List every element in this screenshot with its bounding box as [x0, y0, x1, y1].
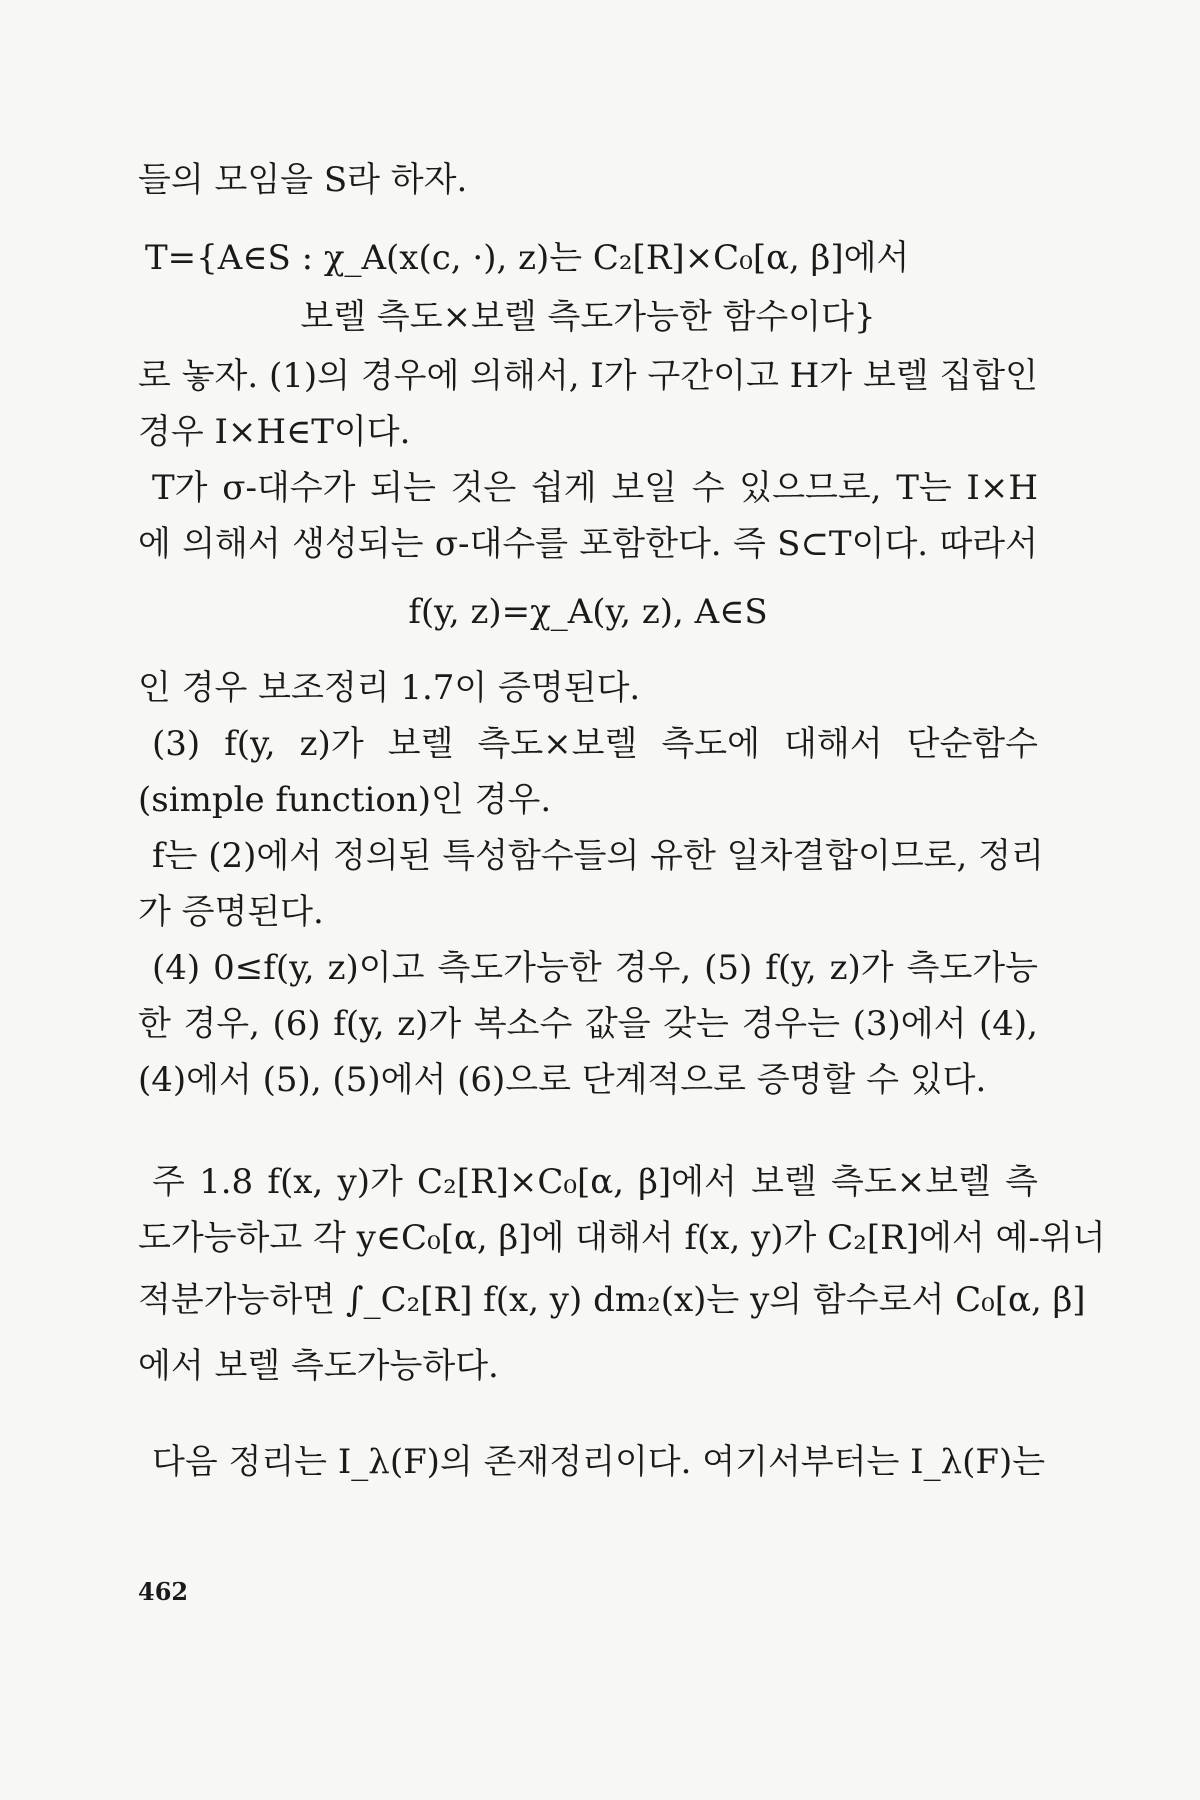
- text-line: 들의 모임을 S라 하자.: [138, 160, 468, 200]
- text-line: 로 놓자. (1)의 경우에 의해서, I가 구간이고 H가 보렐 집합인: [138, 356, 1038, 396]
- text-line: T가 σ-대수가 되는 것은 쉽게 보일 수 있으므로, T는 I×H: [152, 468, 1038, 508]
- text-line: 도가능하고 각 y∈C₀[α, β]에 대해서 f(x, y)가 C₂[R]에서 예-위너: [138, 1218, 1106, 1258]
- text-line: 에서 보렐 측도가능하다.: [138, 1346, 499, 1386]
- display-equation: f(y, z)=χ_A(y, z), A∈S: [408, 592, 768, 632]
- set-definition-continuation: 보렐 측도×보렐 측도가능한 함수이다}: [300, 297, 876, 337]
- text-line: 다음 정리는 I_λ(F)의 존재정리이다. 여기서부터는 I_λ(F)는: [152, 1442, 1046, 1482]
- integral-line: 적분가능하면 ∫_C₂[R] f(x, y) dm₂(x)는 y의 함수로서 C₀[α, β]: [138, 1280, 1086, 1320]
- text-line: (4)에서 (5), (5)에서 (6)으로 단계적으로 증명할 수 있다.: [138, 1060, 987, 1100]
- page-number: 462: [138, 1577, 189, 1606]
- set-definition-line: T={A∈S : χ_A(x(c, ·), z)는 C₂[R]×C₀[α, β]에서: [145, 238, 910, 278]
- text-line: 가 증명된다.: [138, 892, 324, 932]
- text-line: 경우 I×H∈T이다.: [138, 412, 411, 452]
- text-line: f는 (2)에서 정의된 특성함수들의 유한 일차결합이므로, 정리: [152, 836, 1044, 876]
- text-line: 한 경우, (6) f(y, z)가 복소수 값을 갖는 경우는 (3)에서 (4),: [138, 1004, 1038, 1044]
- text-line: (simple function)인 경우.: [138, 780, 552, 820]
- text-line: 인 경우 보조정리 1.7이 증명된다.: [138, 668, 641, 708]
- remark-line: 주 1.8 f(x, y)가 C₂[R]×C₀[α, β]에서 보렐 측도×보렐 측: [152, 1162, 1038, 1202]
- text-line: 에 의해서 생성되는 σ-대수를 포함한다. 즉 S⊂T이다. 따라서: [138, 524, 1038, 564]
- case-4-line: (4) 0≤f(y, z)이고 측도가능한 경우, (5) f(y, z)가 측도가능: [152, 948, 1038, 988]
- case-3-line: (3) f(y, z)가 보렐 측도×보렐 측도에 대해서 단순함수: [152, 724, 1038, 764]
